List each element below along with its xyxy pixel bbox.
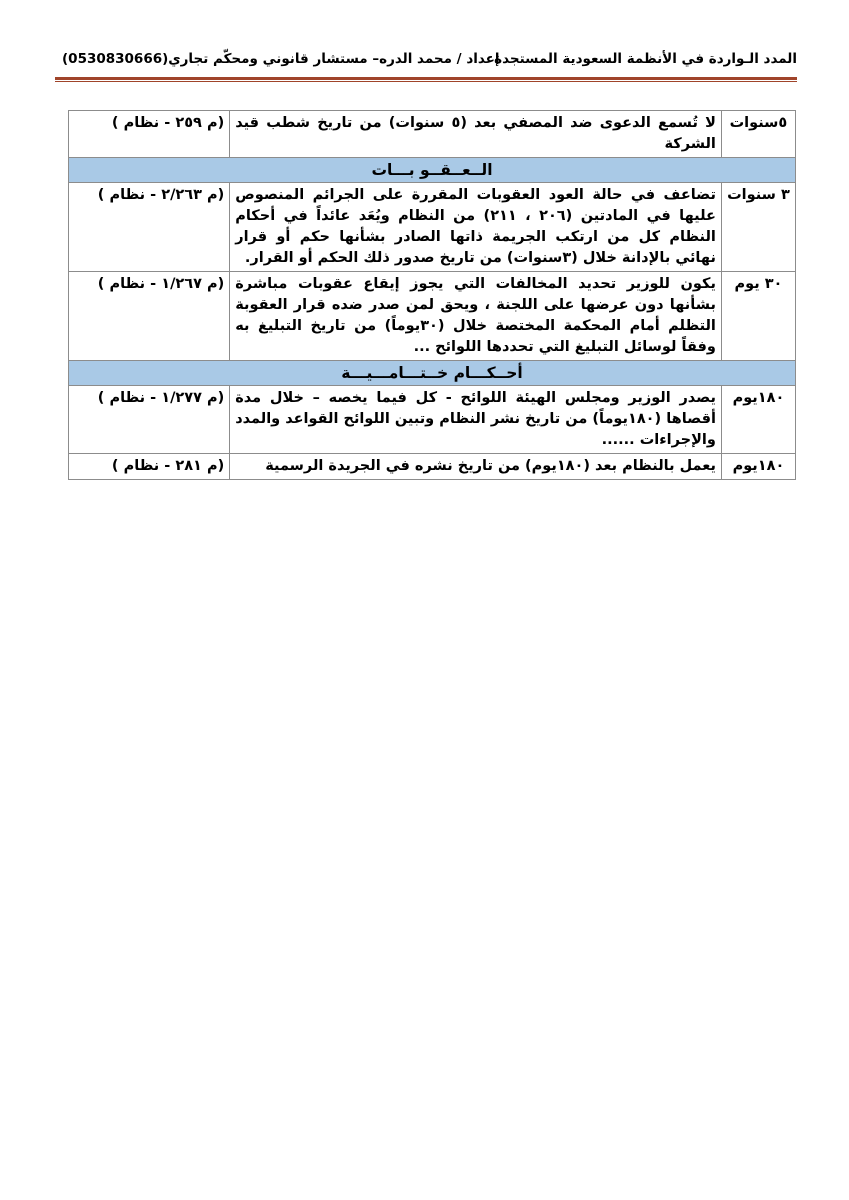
- table-row: [69, 386, 796, 454]
- text-cell: لا تُسمع الدعوى ضد المصفي بعد (٥ سنوات) من تاريخ شطب قيد الشركة: [230, 111, 722, 158]
- reference-cell: (م ١/٢٧٧ - نظام ): [69, 386, 230, 454]
- periods-table: [68, 110, 796, 480]
- section-row-final-provisions: [69, 361, 796, 386]
- reference-cell: (م ١/٢٦٧ - نظام ): [69, 272, 230, 361]
- text-cell: تضاعف في حالة العود العقوبات المقررة على الجرائم المنصوص عليها في المادتين (٢٠٦ ، ٢١١) من النظام ويُعَد عائداً في أحكام النظام كل من ارتكب الجريمة ذاتها الصادر بشأنها حكم أو قرار نهائي بالإدانة خلال (٣سنوات) من تاريخ صدور ذلك الحكم أو القرار.: [230, 183, 722, 272]
- period-cell: ٣٠ يوم: [721, 272, 795, 361]
- section-heading: أحــكـــام خــتـــامـــيـــة: [69, 361, 796, 386]
- header-rule: [55, 77, 797, 80]
- section-row-penalties: [69, 158, 796, 183]
- period-cell: ١٨٠يوم: [721, 386, 795, 454]
- table-row: [69, 454, 796, 480]
- reference-cell: (م ٢٥٩ - نظام ): [69, 111, 230, 158]
- period-cell: ١٨٠يوم: [721, 454, 795, 480]
- text-cell: يعمل بالنظام بعد (١٨٠يوم) من تاريخ نشره في الجريدة الرسمية: [230, 454, 722, 480]
- page-header: [62, 46, 797, 72]
- table-row: [69, 183, 796, 272]
- reference-cell: (م ٢٨١ - نظام ): [69, 454, 230, 480]
- header-author: إعداد / محمد الدره– مستشار قانوني ومحكّم تجاري(0530830666): [62, 51, 500, 67]
- period-cell: ٣ سنوات: [721, 183, 795, 272]
- text-cell: يكون للوزير تحديد المخالفات التي يجوز إيقاع عقوبات مباشرة بشأنها دون عرضها على اللجنة ، ويحق لمن صدر ضده قرار العقوبة التظلم أمام المحكمة المختصة خلال (٣٠يوماً) من تاريخ التبليغ به وفقاً لوسائل التبليغ التي تحددها اللوائح ...: [230, 272, 722, 361]
- reference-cell: (م ٢/٢٦٣ - نظام ): [69, 183, 230, 272]
- text-cell: يصدر الوزير ومجلس الهيئة اللوائح - كل فيما يخصه – خلال مدة أقصاها (١٨٠يوماً) من تاريخ نشر النظام وتبين اللوائح القواعد والمدد والإجراءات ......: [230, 386, 722, 454]
- table-row: [69, 111, 796, 158]
- header-rule-thin: [55, 81, 797, 82]
- section-heading: الــعــقــو بـــات: [69, 158, 796, 183]
- table-row: [69, 272, 796, 361]
- period-cell: ٥سنوات: [721, 111, 795, 158]
- header-title: المدد الـواردة في الأنظمة السعودية المستجدة: [494, 51, 797, 67]
